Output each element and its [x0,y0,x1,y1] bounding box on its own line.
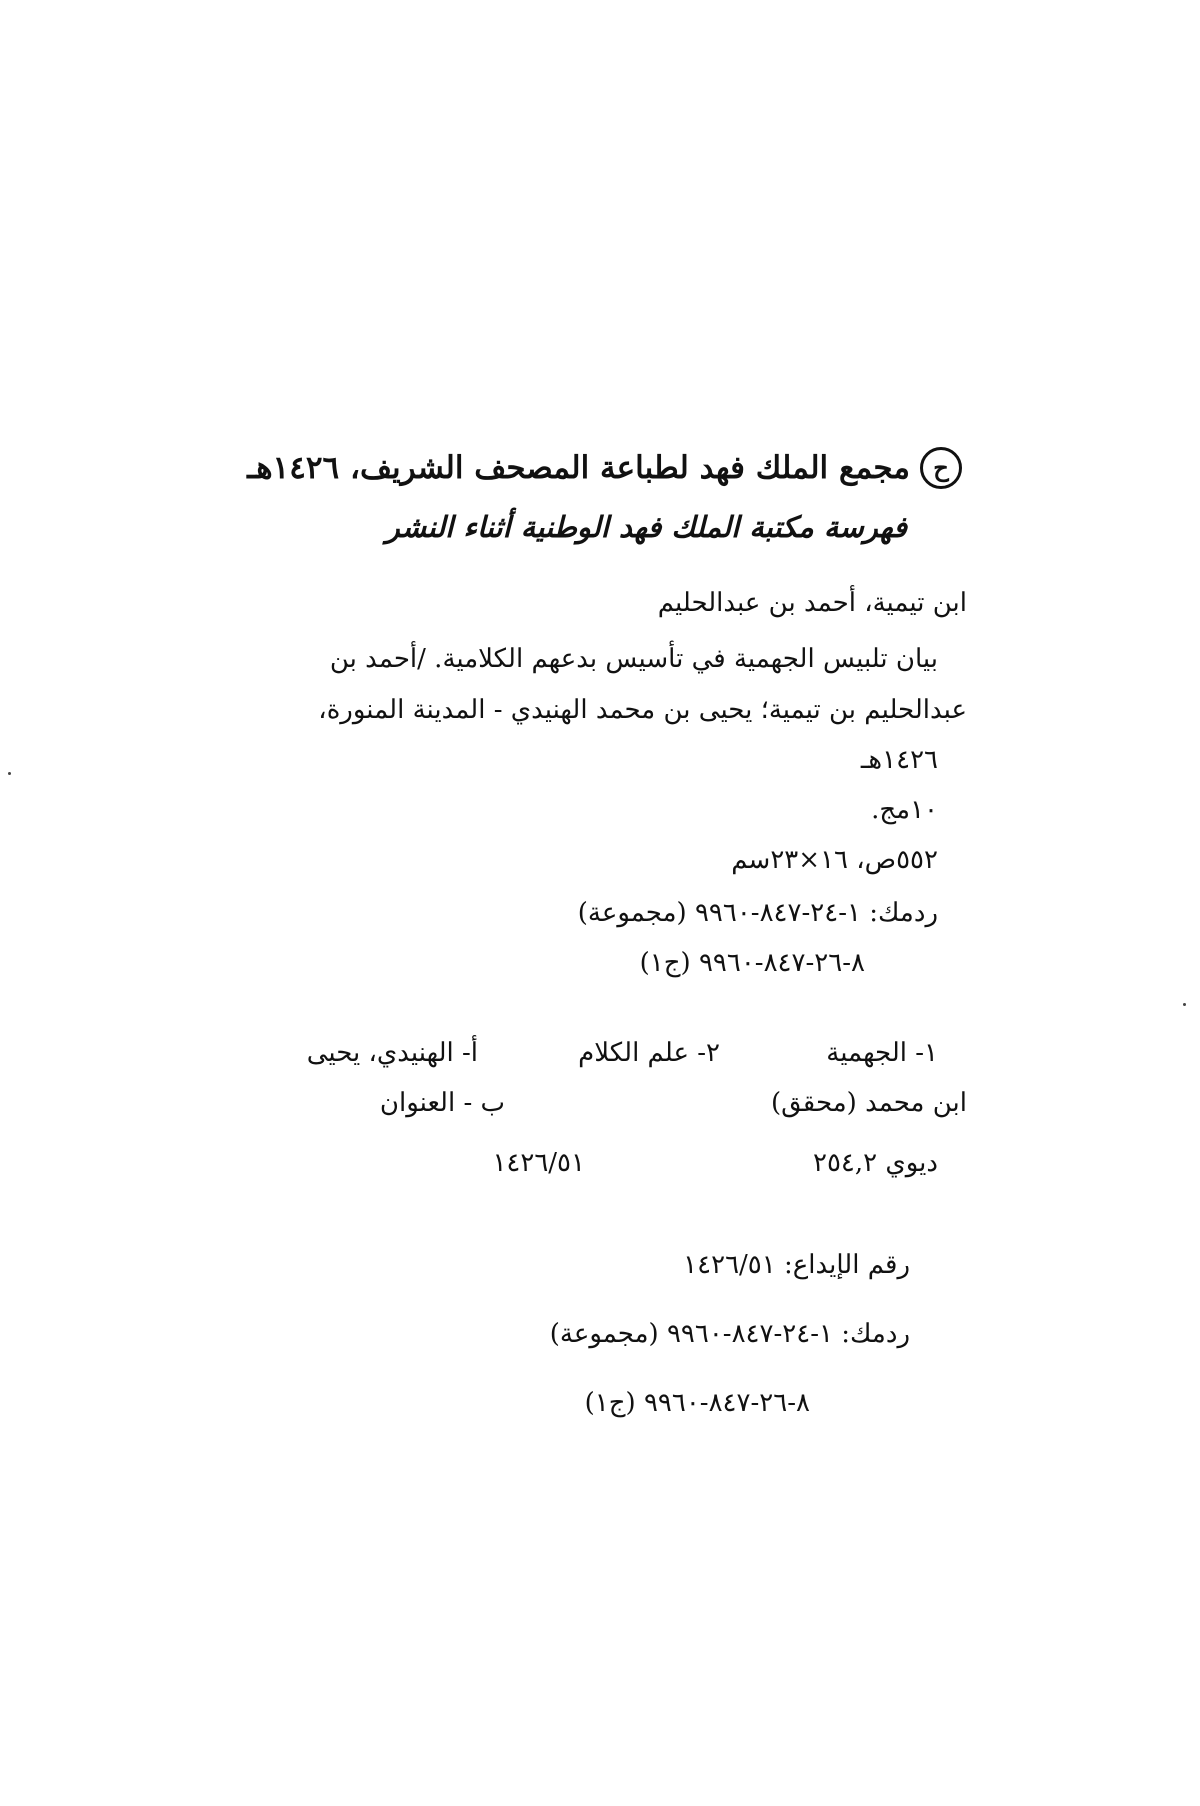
scan-speck-right [1183,1003,1186,1006]
isbn-volume-1: ٨-٢٦-٨٤٧-٩٩٦٠ (ج١) [639,948,865,978]
subject-heading-2: ٢- علم الكلام [578,1038,720,1068]
added-entry-a-continued: ابن محمد (محقق) [770,1088,967,1118]
publisher-title: مجمع الملك فهد لطباعة المصحف الشريف، ١٤٢٦هـ [247,449,910,486]
physical-description: ٥٥٢ص، ١٦×٢٣سم [731,845,938,875]
added-entry-b: ب - العنوان [379,1088,505,1118]
cataloging-header: فهرسة مكتبة الملك فهد الوطنية أثناء النشر [385,510,907,544]
title-line-2: عبدالحليم بن تيمية؛ يحيى بن محمد الهنيدي - المدينة المنورة، [318,695,967,725]
deposit-isbn-set: ردمك: ١-٢٤-٨٤٧-٩٩٦٠ (مجموعة) [549,1319,910,1349]
volume-count: ١٠مج. [871,795,938,825]
dewey-class: ديوي ٢٥٤,٢ [813,1148,938,1178]
added-entry-a: أ- الهنيدي، يحيى [306,1038,478,1068]
author-entry: ابن تيمية، أحمد بن عبدالحليم [657,588,967,618]
call-number: ١٤٢٦/٥١ [492,1148,585,1178]
title-line-1: بيان تلبيس الجهمية في تأسيس بدعهم الكلامية. /أحمد بن [329,644,938,674]
deposit-isbn-volume-1: ٨-٢٦-٨٤٧-٩٩٦٠ (ج١) [584,1388,810,1418]
isbn-set: ردمك: ١-٢٤-٨٤٧-٩٩٦٠ (مجموعة) [577,898,938,928]
scan-speck-left [8,772,11,775]
copyright-mark: ح [920,447,962,489]
publisher-header [247,447,962,489]
publication-year: ١٤٢٦هـ [860,745,938,775]
deposit-number: رقم الإيداع: ١٤٢٦/٥١ [683,1250,910,1280]
subject-heading-1: ١- الجهمية [826,1038,938,1068]
